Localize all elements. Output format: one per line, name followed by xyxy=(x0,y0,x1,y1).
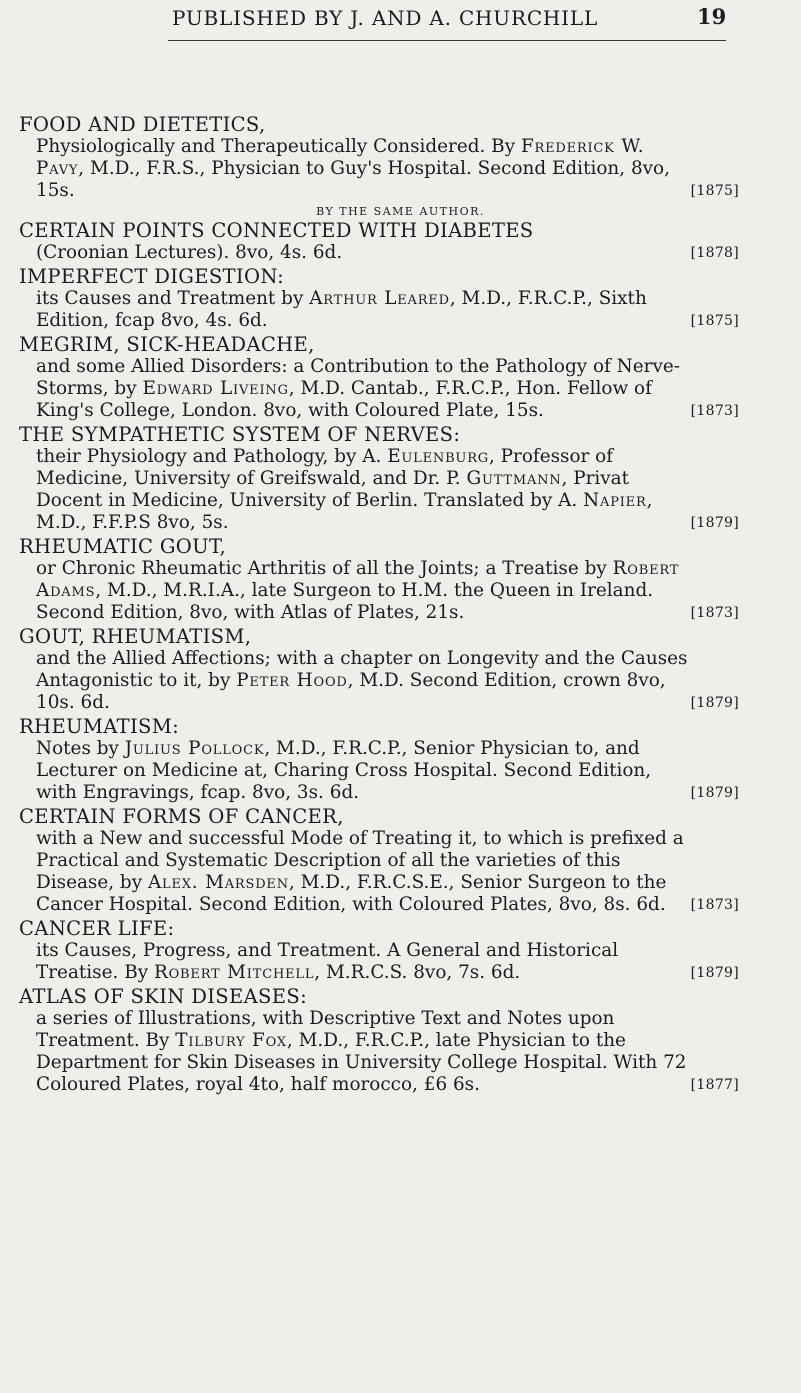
entry-year: [1879] xyxy=(690,785,739,801)
entry-title: GOUT, RHEUMATISM, xyxy=(19,625,252,648)
entry-title: ATLAS OF SKIN DISEASES: xyxy=(19,985,307,1008)
catalogue-entry xyxy=(0,220,801,264)
entry-year: [1878] xyxy=(690,245,739,261)
entry-title: CANCER LIFE: xyxy=(19,917,175,940)
author-name: Alex. Marsden xyxy=(147,872,289,893)
author-name: Guttmann xyxy=(466,468,562,489)
by-same-author-note: BY THE SAME AUTHOR. xyxy=(316,205,485,218)
entry-description: its Causes, Progress, and Treatment. A General and Historical Treatise. By Robert Mitchell, M.R.C.S. 8vo, 7s. 6d. [1879] xyxy=(36,940,739,983)
catalogue-entry xyxy=(0,536,801,624)
author-name: Arthur Leared xyxy=(309,288,450,309)
author-name: Robert Adams xyxy=(36,558,680,601)
catalogue-entry xyxy=(0,986,801,1096)
author-name: Napier xyxy=(583,490,647,511)
author-name: Peter Hood xyxy=(236,670,348,691)
entry-description: and the Allied Affections; with a chapter on Longevity and the Causes Antagonistic to it, by Peter Hood, M.D. Second Edition, crown 8vo, 10s. 6d. [1879] xyxy=(36,648,739,713)
entry-description: its Causes and Treatment by Arthur Leared, M.D., F.R.C.P., Sixth Edition, fcap 8vo, 4s. 6d. [1875] xyxy=(36,288,739,331)
entry-title: IMPERFECT DIGESTION: xyxy=(19,265,284,288)
catalogue-entry xyxy=(0,626,801,714)
entry-year: [1877] xyxy=(690,1077,739,1093)
header-rule xyxy=(168,40,726,41)
author-name: Julius Pollock xyxy=(124,738,265,759)
entry-description: or Chronic Rheumatic Arthritis of all the Joints; a Treatise by Robert Adams, M.D., M.R.I.A., late Surgeon to H.M. the Queen in Ireland. Second Edition, 8vo, with Atlas of Plates, 21s. [1873] xyxy=(36,558,739,623)
entry-year: [1873] xyxy=(690,897,739,913)
author-name: Tilbury Fox xyxy=(175,1030,287,1051)
entry-description: their Physiology and Pathology, by A. Eulenburg, Professor of Medicine, University of Greifswald, and Dr. P. Guttmann, Privat Docent in Medicine, University of Berlin. Translated by A. Napier, M.D., F.F.P.S 8vo, 5s. [1879] xyxy=(36,446,739,533)
entry-year: [1875] xyxy=(690,183,739,199)
entry-description: (Croonian Lectures). 8vo, 4s. 6d. [1878] xyxy=(36,242,739,263)
entry-title: THE SYMPATHETIC SYSTEM OF NERVES: xyxy=(19,423,461,446)
entry-year: [1873] xyxy=(690,605,739,621)
running-head: PUBLISHED BY J. AND A. CHURCHILL xyxy=(172,6,599,30)
entry-description: Notes by Julius Pollock, M.D., F.R.C.P., Senior Physician to, and Lecturer on Medicine at, Charing Cross Hospital. Second Edition, with Engravings, fcap. 8vo, 3s. 6d. [1879] xyxy=(36,738,739,803)
entry-title: MEGRIM, SICK-HEADACHE, xyxy=(19,333,315,356)
entry-title: RHEUMATIC GOUT, xyxy=(19,535,226,558)
catalogue-list xyxy=(0,114,801,1098)
catalogue-entry xyxy=(0,114,801,202)
author-name: Robert Mitchell xyxy=(153,962,315,983)
page-header xyxy=(0,0,801,104)
entry-year: [1879] xyxy=(690,695,739,711)
entry-year: [1875] xyxy=(690,313,739,329)
entry-description: with a New and successful Mode of Treating it, to which is prefixed a Practical and Systematic Description of all the varieties of this Disease, by Alex. Marsden, M.D., F.R.C.S.E., Senior Surgeon to the Cancer Hospital. Second Edition, with Coloured Plates, 8vo, 8s. 6d. [1873] xyxy=(36,828,739,915)
catalogue-entry xyxy=(0,424,801,534)
author-name: Frederick W. Pavy xyxy=(36,136,645,179)
entry-year: [1879] xyxy=(690,515,739,531)
author-name: Eulenburg xyxy=(387,446,489,467)
entry-title: FOOD AND DIETETICS, xyxy=(19,113,266,136)
entry-description: Physiologically and Therapeutically Considered. By Frederick W. Pavy, M.D., F.R.S., Physician to Guy's Hospital. Second Edition, 8vo, 15s. [1875] xyxy=(36,136,739,201)
catalogue-entry xyxy=(0,266,801,332)
entry-year: [1873] xyxy=(690,403,739,419)
catalogue-entry xyxy=(0,806,801,916)
catalogue-entry xyxy=(0,716,801,804)
entry-title: CERTAIN POINTS CONNECTED WITH DIABETES xyxy=(19,219,534,242)
entry-description: and some Allied Disorders: a Contribution to the Pathology of Nerve-Storms, by Edward Liveing, M.D. Cantab., F.R.C.P., Hon. Fellow of King's College, London. 8vo, with Coloured Plate, 15s. [1873] xyxy=(36,356,739,421)
entry-year: [1879] xyxy=(690,965,739,981)
entry-title: RHEUMATISM: xyxy=(19,715,179,738)
catalogue-entry xyxy=(0,334,801,422)
author-name: Edward Liveing xyxy=(142,378,289,399)
entry-title: CERTAIN FORMS OF CANCER, xyxy=(19,805,344,828)
catalogue-entry xyxy=(0,918,801,984)
entry-description: a series of Illustrations, with Descriptive Text and Notes upon Treatment. By Tilbury Fox, M.D., F.R.C.P., late Physician to the Department for Skin Diseases in University College Hospital. With 72 Coloured Plates, royal 4to, half morocco, £6 6s. [1877] xyxy=(36,1008,739,1095)
page-number: 19 xyxy=(697,4,727,29)
